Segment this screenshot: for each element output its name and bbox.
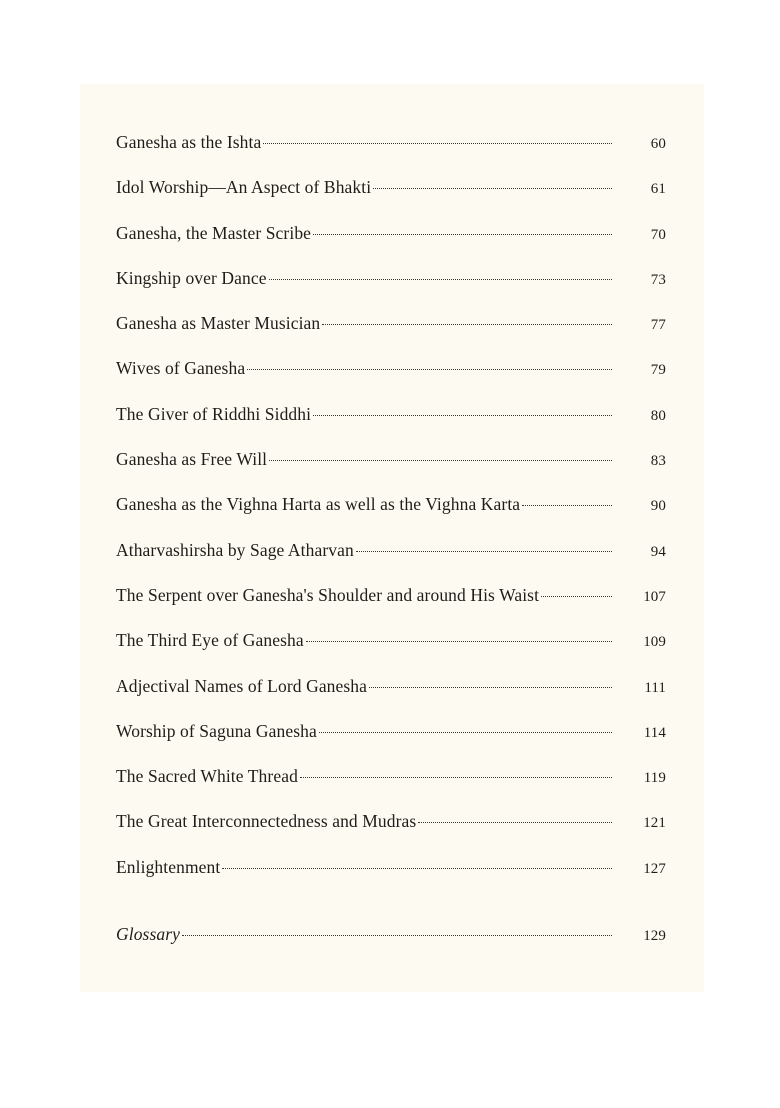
dot-leader	[522, 505, 612, 506]
toc-entry	[116, 857, 666, 902]
toc-entry-title: The Giver of Riddhi Siddhi	[116, 403, 312, 424]
toc-entry	[116, 223, 666, 268]
toc-entry-page: 107	[643, 588, 666, 605]
toc-entry-title: Ganesha, the Master Scribe	[116, 222, 312, 243]
toc-entry	[116, 585, 666, 630]
toc-entry	[116, 177, 666, 222]
dot-leader	[263, 143, 612, 144]
dot-leader	[319, 732, 612, 733]
toc-entry-page: 111	[644, 679, 666, 696]
dot-leader	[313, 415, 612, 416]
toc-entry-page: 79	[650, 362, 666, 379]
table-of-contents	[116, 132, 666, 969]
toc-entry-page: 61	[650, 181, 666, 198]
toc-entry	[116, 494, 666, 539]
toc-entry	[116, 449, 666, 494]
dot-leader	[418, 822, 612, 823]
toc-entry-page: 129	[643, 928, 666, 945]
dot-leader	[356, 551, 612, 552]
toc-entry-page: 94	[650, 543, 666, 560]
toc-entry	[116, 404, 666, 449]
toc-entry	[116, 313, 666, 358]
toc-entry	[116, 540, 666, 585]
toc-entry-title: Atharvashirsha by Sage Atharvan	[116, 539, 354, 560]
toc-entry	[116, 358, 666, 403]
dot-leader	[322, 324, 612, 325]
toc-entry-title: Ganesha as Free Will	[116, 449, 268, 470]
dot-leader	[306, 641, 612, 642]
toc-entry	[116, 630, 666, 675]
toc-entry-title: Wives of Ganesha	[116, 358, 246, 379]
toc-entry-title: Ganesha as Master Musician	[116, 313, 321, 334]
toc-entry-page: 121	[643, 815, 666, 832]
toc-entry	[116, 268, 666, 313]
toc-entry	[116, 132, 666, 177]
toc-entry	[116, 721, 666, 766]
dot-leader	[300, 777, 612, 778]
dot-leader	[369, 687, 612, 688]
toc-entry-page: 70	[650, 226, 666, 243]
toc-entry-title: The Third Eye of Ganesha	[116, 630, 304, 651]
toc-entry-page: 90	[650, 498, 666, 515]
toc-entry-title: Enlightenment	[116, 856, 221, 877]
toc-entry-title: Kingship over Dance	[116, 267, 267, 288]
toc-entry-page: 73	[650, 271, 666, 288]
dot-leader	[269, 460, 612, 461]
toc-entry-title: The Serpent over Ganesha's Shoulder and around His Waist	[116, 584, 540, 605]
book-page	[80, 84, 704, 992]
dot-leader	[222, 868, 612, 869]
dot-leader	[373, 188, 612, 189]
dot-leader	[269, 279, 612, 280]
toc-entry-title: The Sacred White Thread	[116, 766, 298, 787]
toc-entry-title: Adjectival Names of Lord Ganesha	[116, 675, 368, 696]
dot-leader	[313, 234, 612, 235]
toc-entry-title: The Great Interconnectedness and Mudras	[116, 811, 417, 832]
toc-entry-page: 127	[643, 860, 666, 877]
toc-entry	[116, 811, 666, 856]
toc-entry-glossary	[116, 924, 666, 969]
toc-entry-title: Ganesha as the Ishta	[116, 132, 262, 152]
toc-entry	[116, 676, 666, 721]
dot-leader	[541, 596, 612, 597]
toc-entry-title: Worship of Saguna Ganesha	[116, 720, 317, 741]
toc-entry-title: Idol Worship—An Aspect of Bhakti	[116, 177, 372, 198]
toc-entry-page: 114	[643, 724, 666, 741]
toc-entry-title: Glossary	[116, 924, 180, 945]
toc-entry-page: 83	[650, 453, 666, 470]
toc-entry-page: 80	[650, 407, 666, 424]
dot-leader	[182, 935, 612, 936]
toc-entry-page: 109	[643, 634, 666, 651]
dot-leader	[247, 369, 612, 370]
toc-entry-title: Ganesha as the Vighna Harta as well as the Vighna Karta	[116, 494, 521, 515]
toc-entry-page: 77	[650, 317, 666, 334]
toc-entry-page: 60	[650, 136, 666, 152]
toc-entry-page: 119	[643, 770, 666, 787]
toc-entry	[116, 766, 666, 811]
